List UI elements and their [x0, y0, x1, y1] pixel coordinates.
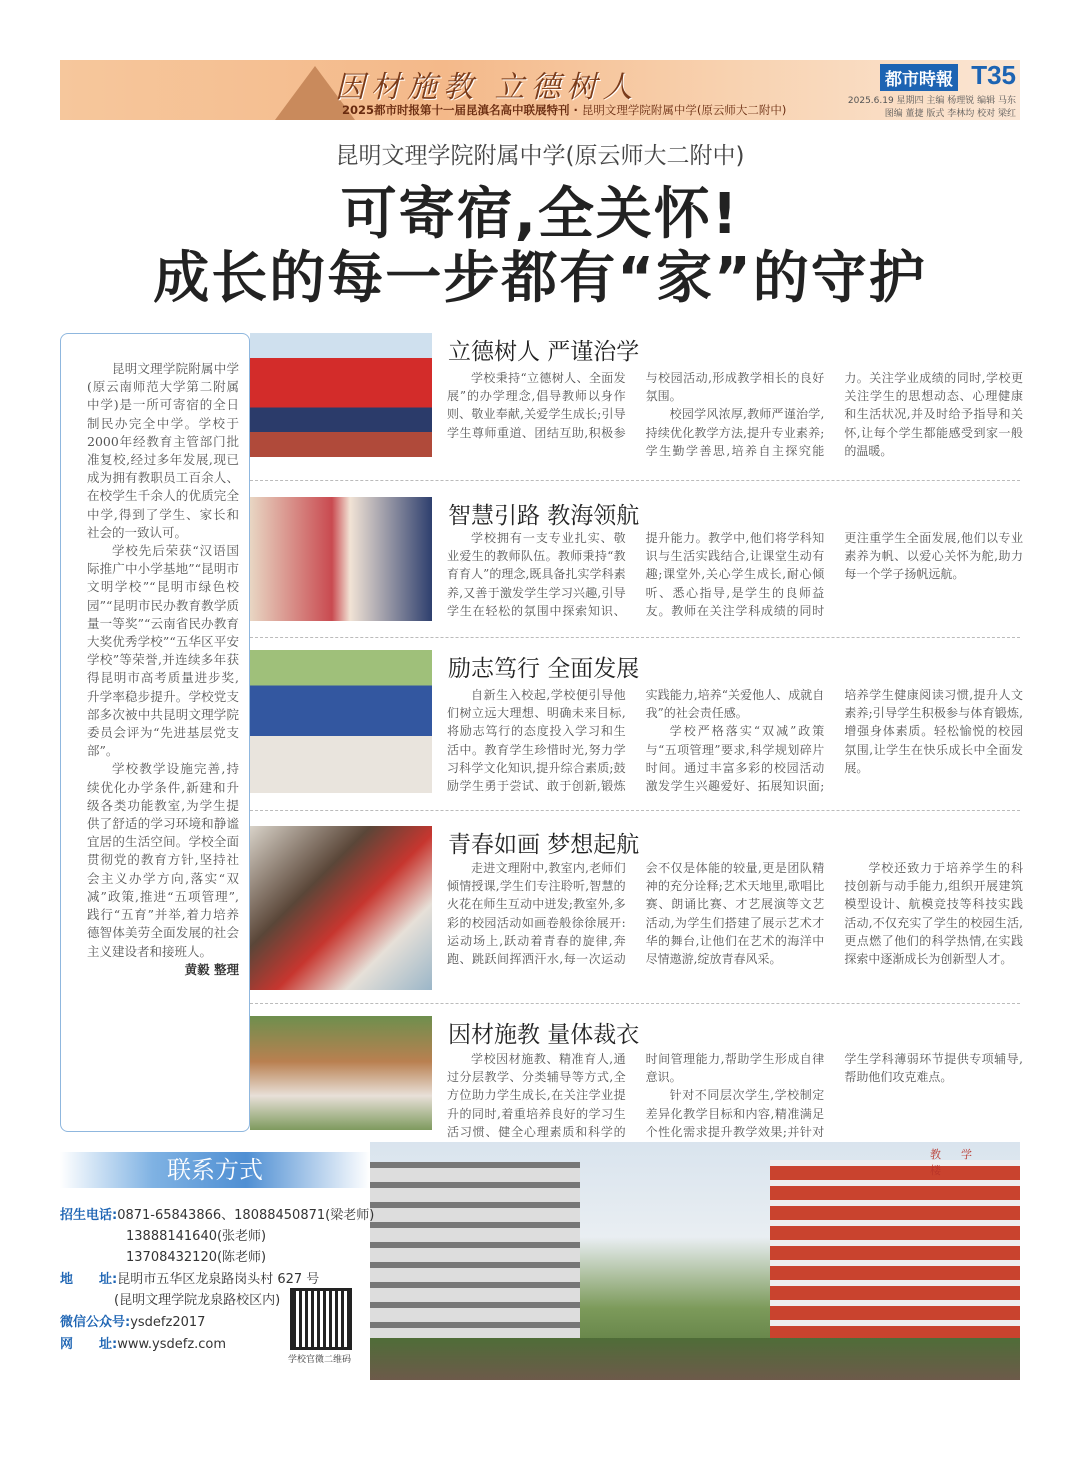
flag-parade-photo	[250, 333, 432, 457]
intro-sidebar	[60, 333, 250, 1132]
paragraph: 学校还致力于培养学生的科技创新与动手能力,组织开展建筑模型设计、航模竞技等科技实践活动,不仅充实了学生的校园生活,更点燃了他们的科学热情,在实践探索中逐渐成长为创新型人才。	[844, 861, 1023, 967]
paragraph: 走进文理附中,教室内,老师们倾情授课,学生们专注聆听,智慧的火花在师生互动中迸发;教室外,多彩的校园活动如画卷般徐徐展开:运动场上,跃动着青春的旋律,奔跑、跳跃间挥洒汗水,每一次运动会不仅是体能的较量,更是团队精神的充分诠释;艺术天地里,歌唱比赛、朗诵比赛、才艺展演等文艺活动,为学生们搭建了展示艺术才华的舞台,让他们在艺术的海洋中尽情遨游,绽放青春风采。	[447, 861, 825, 967]
page-banner	[60, 60, 1020, 120]
banner-subtitle: 2025都市时报第十一届昆滇名高中联展特刊 · 昆明文理学院附属中学(原云师大二附中)	[342, 103, 787, 117]
phone-line-2: 13888141640(张老师)	[126, 1229, 267, 1244]
teaching-building-red	[770, 1160, 1020, 1360]
divider	[250, 637, 1020, 638]
headline-line-2: 成长的每一步都有“家”的守护	[153, 246, 927, 311]
student-painting-photo	[250, 826, 432, 990]
paragraph: 校园学风浓厚,教师严谨治学,持续优化教学方法,提升专业素养;学生勤学善思,培养自主探究能力。关注学业成绩的同时,学校更关注学生的思想动态、心理健康和生活状况,并及时给予指导和关怀,让每个学生都能感受到家一般的温暖。	[645, 371, 1023, 458]
section-3	[250, 650, 1023, 794]
address-line-2: (昆明文理学院龙泉路校区内)	[114, 1293, 281, 1308]
contact-info	[60, 1150, 380, 1380]
section-2	[250, 497, 1023, 622]
phone-line: 招生电话:0871-65843866、18088450871(梁老师)	[60, 1208, 375, 1223]
headline-line-1: 可寄宿,全关怀!	[340, 182, 740, 247]
address-line: 地 址:昆明市五华区龙泉路岗头村 627 号	[60, 1272, 320, 1287]
section-body	[447, 529, 1023, 620]
page-number: T35	[971, 60, 1016, 90]
section-title: 立德树人 严谨治学	[448, 339, 640, 365]
section-body	[447, 859, 1023, 968]
paragraph: 学校拥有一支专业扎实、敬业爱生的教师队伍。教师秉持“教育育人”的理念,既具备扎实学科素养,又善于激发学生学习兴趣,引导学生在轻松的氛围中探索知识、提升能力。教学中,他们将学科知识与生活实践结合,让课堂生动有趣;课堂外,关心学生成长,耐心倾听、悉心指导,是学生的良师益友。教师在关注学科成绩的同时更注重学生全面发展,他们以专业素养为帆、以爱心关怀为舵,助力每一个学子扬帆远航。	[447, 531, 1023, 618]
divider	[250, 480, 1020, 481]
section-body	[447, 1050, 1023, 1141]
section-5	[250, 1016, 1023, 1140]
section-body	[447, 686, 1023, 795]
paragraph: 学校秉持“立德树人、全面发展”的办学理念,倡导教师以身作则、敬业奉献,关爱学生成长;引导学生尊师重道、团结互助,积极参与校园活动,形成教学相长的良好氛围。	[447, 371, 825, 440]
phone-line-3: 13708432120(陈老师)	[126, 1250, 267, 1265]
paragraph: 自新生入校起,学校便引导他们树立远大理想、明确未来目标,将励志笃行的态度投入学习和生活中。教育学生珍惜时光,努力学习科学文化知识,提升综合素质;鼓励学生勇于尝试、敢于创新,锻炼实践能力,培养“关爱他人、成就自我”的社会责任感。	[447, 688, 825, 794]
basketball-student-photo	[250, 1016, 432, 1130]
teaching-building-gray	[370, 1162, 580, 1362]
contact-title: 联系方式	[60, 1152, 370, 1188]
byline: 黄毅 整理	[184, 961, 239, 977]
banner-slogan: 因材施教 立德树人	[335, 70, 639, 105]
tie-dye-activity-photo	[250, 650, 432, 793]
section-title: 因材施教 量体裁衣	[448, 1022, 640, 1048]
section-4	[250, 826, 1023, 991]
kicker: 昆明文理学院附属中学(原云师大二附中)	[335, 143, 745, 169]
edition-meta: 2025.6.19 星期四 主编 杨理锐 编辑 马东	[847, 96, 1016, 106]
students-craft-photo	[250, 497, 432, 621]
qr-label: 学校官微二维码	[288, 1355, 352, 1365]
divider	[250, 1003, 1020, 1004]
paragraph: 针对不同层次学生,学校制定差异化教学目标和内容,精准满足个性化需求提升教学效果;并针对学生学科薄弱环节提供专项辅导,帮助他们攻克难点。	[645, 1052, 1023, 1139]
paragraph: 学校因材施教、精准育人,通过分层教学、分类辅导等方式,全方位助力学生成长,在关注学业提升的同时,着重培养良好的学习生活习惯、健全心理素质和科学的时间管理能力,帮助学生形成自律意识。	[447, 1052, 825, 1139]
newspaper-logo: 都市時報	[880, 64, 958, 91]
qr-code-icon	[290, 1288, 352, 1350]
sidebar-paragraph: 昆明文理学院附属中学(原云南师范大学第二附属中学)是一所可寄宿的全日制民办完全中学。学校于2000年经教育主管部门批准复校,经过多年发展,现已成为拥有教职员工百余人、在校学生千余人的优质完全中学,得到了学生、家长和社会的一致认可。	[87, 361, 239, 540]
divider	[250, 810, 1020, 811]
sidebar-paragraph: 学校教学设施完善,持续优化办学条件,新建和升级各类功能教室,为学生提供了舒适的学习环境和静谧宜居的生活空间。学校全面贯彻党的教育方针,坚持社会主义办学方向,落实“双减”政策,推进“五项管理”,践行“五育”并举,着力培养德智体美劳全面发展的社会主义建设者和接班人。	[87, 761, 239, 959]
website-line: 网 址:www.ysdefz.com	[60, 1337, 227, 1352]
section-body	[447, 369, 1023, 460]
playground-crowd	[370, 1338, 1020, 1380]
campus-photo	[370, 1142, 1020, 1380]
edition-credits: 图编 董捷 版式 李林均 校对 梁红	[884, 109, 1016, 119]
section-1	[250, 333, 1023, 458]
paragraph: 学校严格落实“双减”政策与“五项管理”要求,科学规划碎片时间。通过丰富多彩的校园活动激发学生兴趣爱好、拓展知识面;培养学生健康阅读习惯,提升人文素养;引导学生积极参与体育锻炼,增强身体素质。轻松愉悦的校园氛围,让学生在快乐成长中全面发展。	[645, 688, 1023, 794]
section-title: 青春如画 梦想起航	[448, 832, 640, 858]
section-title: 励志笃行 全面发展	[448, 656, 640, 682]
sidebar-paragraph: 学校先后荣获“汉语国际推广中小学基地”“昆明市文明学校”“昆明市绿色校园”“昆明市民办教育教学质量一等奖”“云南省民办教育大奖优秀学校”“五华区平安学校”等荣誉,并连续多年获得昆明市高考质量进步奖,升学率稳步提升。学校党支部多次被中共昆明文理学院委员会评为“先进基层党支部”。	[87, 543, 239, 759]
building-sign: 教学楼	[930, 1148, 992, 1177]
section-title: 智慧引路 教海领航	[448, 503, 640, 529]
wechat-line: 微信公众号:ysdefz2017	[60, 1315, 206, 1330]
